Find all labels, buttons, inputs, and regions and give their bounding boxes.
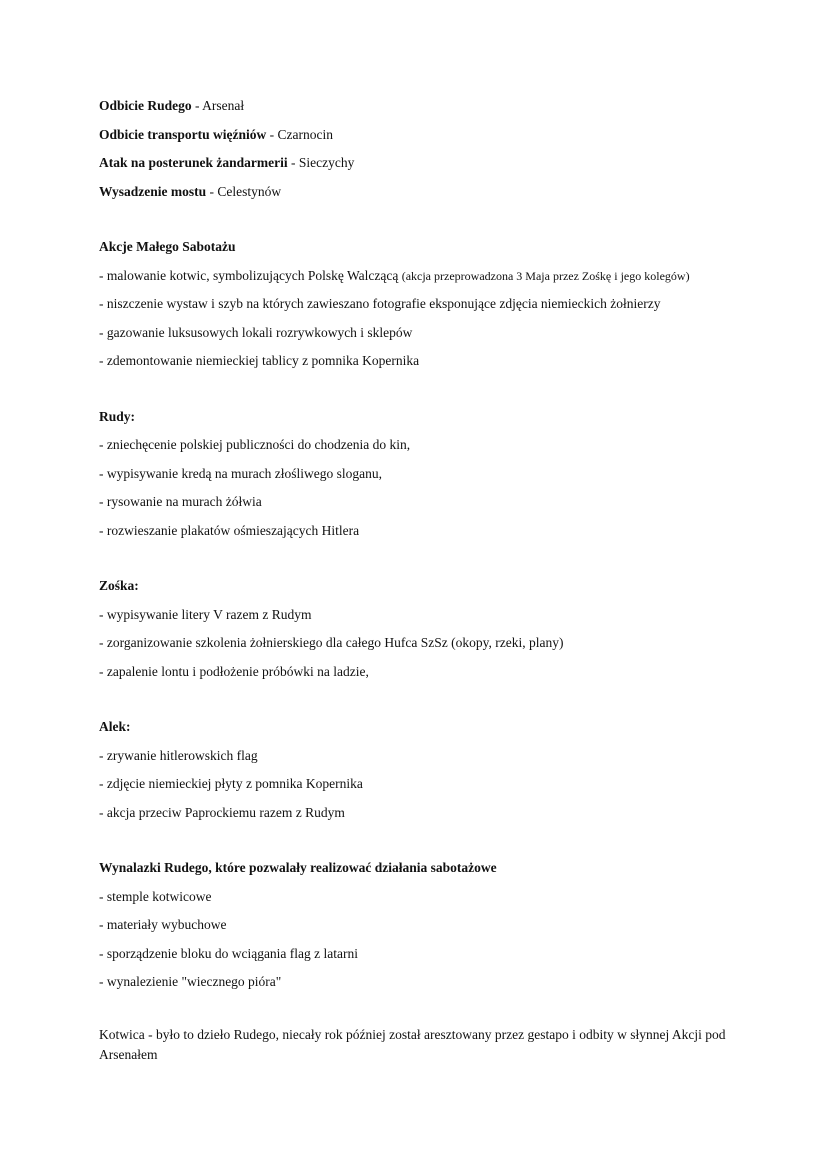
actions-list xyxy=(99,96,739,210)
rudy-section xyxy=(99,407,739,550)
list-item: - zapalenie lontu i podłożenie próbówki na ladzie, xyxy=(99,663,369,679)
list-item: - materiały wybuchowe xyxy=(99,917,227,932)
list-item: - zrywanie hitlerowskich flag xyxy=(99,747,258,763)
action-item: Wysadzenie mostu - Celestynów xyxy=(99,183,282,199)
list-item: - sporządzenie bloku do wciągania flag z latarni xyxy=(99,945,359,961)
section-heading: Akcje Małego Sabotażu xyxy=(99,239,236,254)
list-item: - wynalezienie "wiecznego pióra" xyxy=(99,974,282,989)
alek-section xyxy=(99,717,739,831)
action-item: Odbicie transportu więźniów - Czarnocin xyxy=(99,126,333,142)
section-heading: Alek: xyxy=(99,719,131,734)
list-item: - akcja przeciw Paprockiemu razem z Rudym xyxy=(99,804,345,820)
action-item: Odbicie Rudego - Arsenał xyxy=(99,98,245,113)
list-item: - rysowanie na murach żółwia xyxy=(99,494,262,509)
list-item: - zdjęcie niemieckiej płyty z pomnika Kopernika xyxy=(99,776,363,791)
section-heading: Rudy: xyxy=(99,408,136,424)
wynalazki-section xyxy=(99,858,739,1001)
kotwica-paragraph: Kotwica - było to dzieło Rudego, niecały rok później został aresztowany przez gestapo i odbity w słynnej Akcji pod Arsenałem xyxy=(99,1026,726,1062)
zoska-section xyxy=(99,576,739,690)
list-item: - wypisywanie kredą na murach złośliwego sloganu, xyxy=(99,465,383,481)
list-item: - zniechęcenie polskiej publiczności do chodzenia do kin, xyxy=(99,437,411,452)
maly-sabotaz-section xyxy=(99,237,739,380)
action-item: Atak na posterunek żandarmerii - Sieczychy xyxy=(99,155,355,170)
list-item: - rozwieszanie plakatów ośmieszających Hitlera xyxy=(99,522,360,538)
list-item: - niszczenie wystaw i szyb na których zawieszano fotografie eksponujące zdjęcia niemieckich żołnierzy xyxy=(99,296,661,311)
section-heading: Zośka: xyxy=(99,578,139,593)
list-item: - zorganizowanie szkolenia żołnierskiego dla całego Hufca SzSz (okopy, rzeki, plany) xyxy=(99,635,564,650)
list-item: - malowanie kotwic, symbolizujących Polskę Walczącą (akcja przeprowadzona 3 Maja przez Zośkę i jego kolegów) xyxy=(99,267,690,283)
list-item: - zdemontowanie niemieckiej tablicy z pomnika Kopernika xyxy=(99,353,420,368)
list-item: - wypisywanie litery V razem z Rudym xyxy=(99,606,312,622)
section-heading: Wynalazki Rudego, które pozwalały realizować działania sabotażowe xyxy=(99,860,497,875)
document-page xyxy=(99,96,739,1065)
list-item: - stemple kotwicowe xyxy=(99,888,212,904)
list-item: - gazowanie luksusowych lokali rozrywkowych i sklepów xyxy=(99,324,413,340)
